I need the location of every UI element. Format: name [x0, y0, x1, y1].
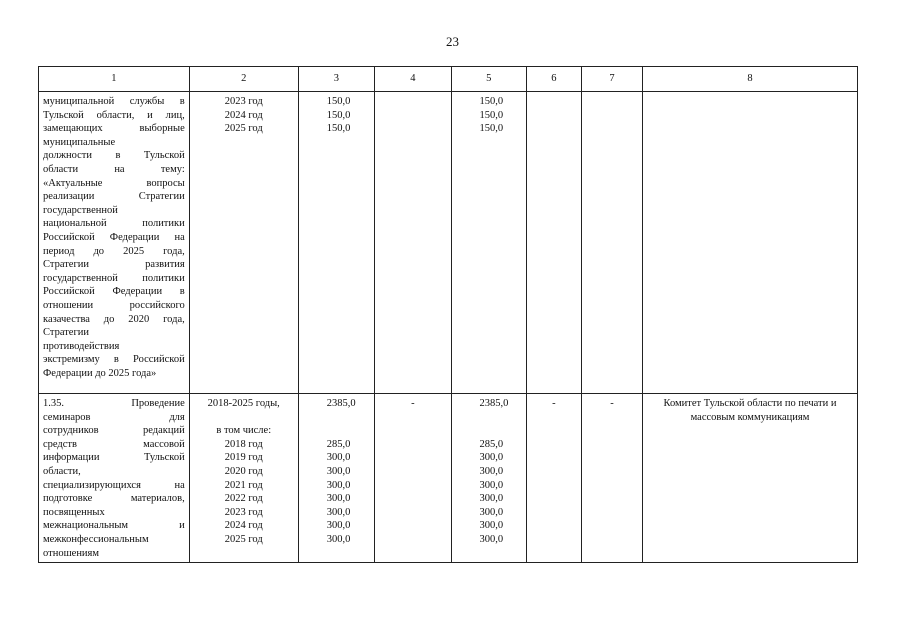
desc-line: Российской Федерации на [43, 231, 185, 243]
including-label: в том числе: [216, 425, 272, 437]
amount-value: 300,0 [479, 533, 504, 545]
desc-line: Стратегии развития [43, 259, 185, 271]
desc-line: Российской Федерации в [43, 286, 185, 298]
year-label: 2022 год [224, 493, 263, 505]
amount-value: 150,0 [326, 96, 351, 107]
amount-value: 285,0 [479, 438, 504, 450]
desc-line: подготовке материалов, [43, 493, 185, 505]
header-col-5: 5 [451, 67, 526, 92]
row2-executor: Комитет Тульской области по печати и массовым коммуникациям [643, 394, 858, 563]
desc-line: семинаров для [43, 411, 185, 423]
year-label: 2025 год [224, 123, 263, 135]
header-col-6: 6 [526, 67, 581, 92]
row2-col6: - [526, 394, 581, 563]
desc-line: экстремизму в Российской [43, 354, 185, 366]
desc-line: области, [43, 465, 81, 477]
year-label: 2019 год [224, 452, 263, 464]
spacer [299, 411, 374, 425]
row2-description [39, 394, 190, 563]
row1-col5 [451, 92, 526, 394]
year-label: 2025 год [224, 533, 263, 545]
amount-value: 300,0 [326, 520, 351, 532]
total-value: 2385,0 [326, 398, 356, 409]
desc-line: Стратегии [43, 327, 90, 339]
spacer [452, 424, 526, 438]
year-label: 2023 год [224, 96, 263, 107]
desc-line: посвященных [43, 506, 105, 518]
header-col-2: 2 [189, 67, 298, 92]
desc-line: муниципальной службы в [43, 96, 185, 107]
desc-line: специализирующихся на [43, 479, 185, 491]
desc-line: муниципальные [43, 136, 116, 148]
desc-line: Тульской области, и лиц, [43, 109, 185, 121]
desc-line: реализации Стратегии [43, 191, 185, 203]
amount-value: 150,0 [326, 109, 351, 121]
amount-value: 300,0 [326, 506, 351, 518]
desc-line: национальной политики [43, 218, 185, 230]
header-col-8: 8 [643, 67, 858, 92]
desc-line: Федерации до 2025 года» [43, 367, 157, 379]
spacer [452, 411, 526, 425]
desc-line: средств массовой [43, 438, 185, 450]
amount-value: 300,0 [326, 479, 351, 491]
year-label: 2024 год [224, 520, 263, 532]
amount-value: 150,0 [479, 96, 504, 107]
desc-line: межконфессиональным [43, 533, 149, 545]
spacer [190, 411, 298, 425]
desc-line: 1.35. Проведение [43, 398, 185, 409]
amount-value: 150,0 [479, 109, 504, 121]
header-col-1: 1 [39, 67, 190, 92]
desc-line: замещающих выборные [43, 123, 185, 135]
amount-value: 300,0 [479, 520, 504, 532]
row1-col4 [375, 92, 451, 394]
desc-line: «Актуальные вопросы [43, 177, 185, 189]
table-row [39, 394, 858, 563]
header-col-7: 7 [581, 67, 642, 92]
year-label: 2018 год [224, 438, 263, 450]
desc-line: информации Тульской [43, 452, 185, 464]
amount-value: 300,0 [479, 452, 504, 464]
amount-value: 300,0 [479, 493, 504, 505]
header-col-3: 3 [298, 67, 374, 92]
amount-value: 285,0 [326, 438, 351, 450]
amount-value: 150,0 [479, 123, 504, 135]
desc-line: государственной политики [43, 272, 185, 284]
year-label: 2020 год [224, 465, 263, 477]
row2-col7: - [581, 394, 642, 563]
desc-line: сотрудников редакций [43, 425, 185, 437]
row1-col8 [643, 92, 858, 394]
row2-col3 [298, 394, 374, 563]
desc-line: области на тему: [43, 163, 185, 175]
amount-value: 300,0 [479, 506, 504, 518]
year-label: 2021 год [224, 479, 263, 491]
header-row [39, 67, 858, 92]
table-row [39, 92, 858, 394]
desc-line: противодействия [43, 340, 120, 352]
row1-description [39, 92, 190, 394]
desc-line: межнациональным и [43, 520, 185, 532]
page-number: 23 [446, 34, 459, 49]
amount-value: 150,0 [326, 123, 351, 135]
desc-line: государственной [43, 204, 118, 216]
row1-years [189, 92, 298, 394]
amount-value: 300,0 [479, 479, 504, 491]
amount-value: 300,0 [326, 465, 351, 477]
amount-value: 300,0 [479, 465, 504, 477]
year-label: 2023 год [224, 506, 263, 518]
amount-value: 300,0 [326, 452, 351, 464]
desc-line: отношении российского [43, 299, 185, 311]
total-value: 2385,0 [479, 398, 509, 409]
spacer [299, 424, 374, 438]
amount-value: 300,0 [326, 493, 351, 505]
header-col-4: 4 [375, 67, 451, 92]
row2-col4: - [375, 394, 451, 563]
row2-col5 [451, 394, 526, 563]
program-table [38, 66, 858, 563]
row1-col6 [526, 92, 581, 394]
row1-col3 [298, 92, 374, 394]
year-label: 2024 год [224, 109, 263, 121]
desc-line: отношениям [43, 547, 100, 559]
desc-line: должности в Тульской [43, 150, 185, 162]
desc-line: период до 2025 года, [43, 245, 185, 257]
row2-years [189, 394, 298, 563]
row1-col7 [581, 92, 642, 394]
amount-value: 300,0 [326, 533, 351, 545]
desc-line: казачества до 2020 года, [43, 313, 185, 325]
period-label: 2018-2025 годы, [207, 398, 280, 409]
